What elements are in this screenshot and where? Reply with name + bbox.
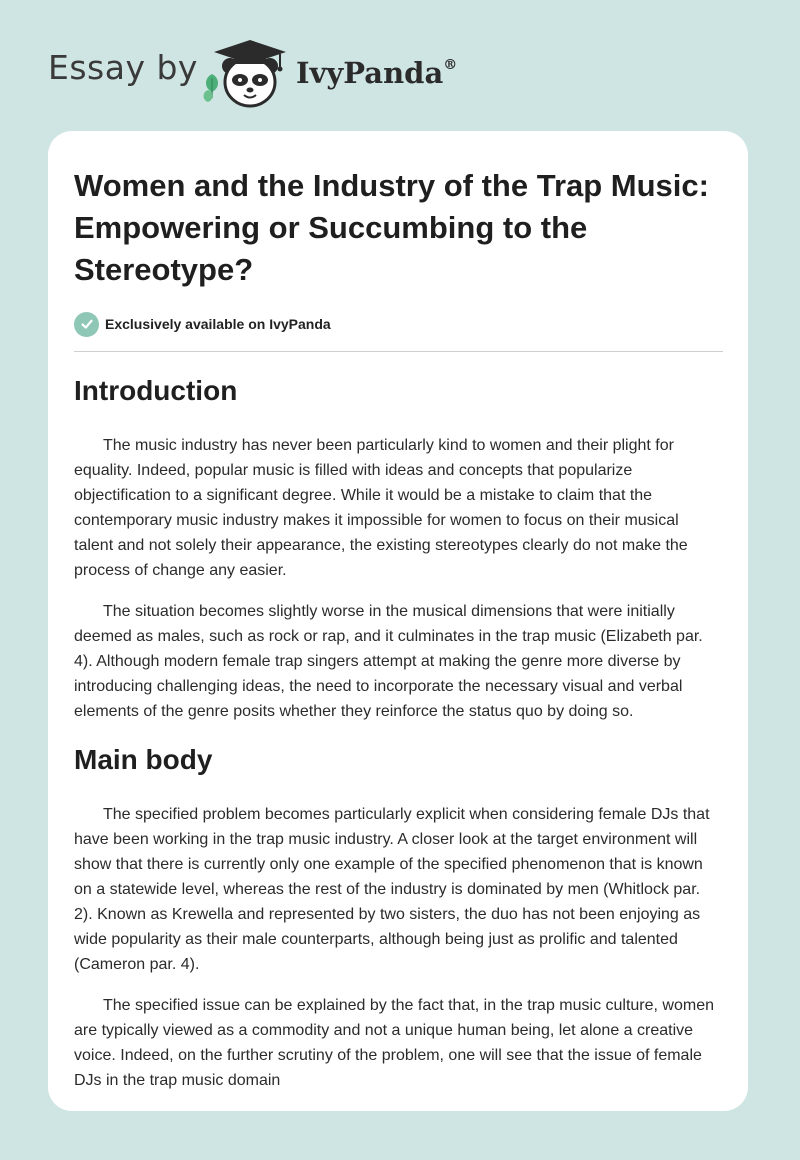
site-header (0, 0, 800, 130)
panda-graduate-icon (200, 34, 300, 110)
essay-card (48, 131, 748, 1111)
paragraph: The situation becomes slightly worse in the musical dimensions that were initially deemed as males, such as rock or rap, and it culminates in the trap music (Elizabeth par. 4). Although modern female trap singers attempt at making the genre more diverse by introducing challenging ideas, the need to incorporate the necessary visual and verbal elements of the genre posits whether they reinforce the status quo by doing so. (74, 603, 703, 720)
paragraph: The specified issue can be explained by the fact that, in the trap music culture, women are typically viewed as a commodity and not a unique human being, let alone a creative voice. Indeed, on the further scrutiny of the problem, one will see that the issue of female DJs in the trap music domain (74, 997, 714, 1089)
essay-by-label: Essay by (48, 48, 198, 87)
exclusive-badge-text: Exclusively available on IvyPanda (105, 316, 331, 332)
section-heading-main-body: Main body (74, 744, 213, 775)
check-icon (74, 312, 99, 337)
ivypanda-logo[interactable] (200, 34, 300, 110)
registered-mark: ® (443, 57, 458, 73)
brand-text: IvyPanda (296, 56, 444, 90)
essay-title: Women and the Industry of the Trap Music: Empowering or Succumbing to the Stereotype? (74, 168, 709, 287)
paragraph: The music industry has never been particularly kind to women and their plight for equality. Indeed, popular music is filled with ideas and concepts that popularize objectification to a significant degree. While it would be a mistake to claim that the contemporary music industry makes it impossible for women to focus on their musical talent and not solely their appearance, the existing stereotypes clearly do not make the process of change any easier. (74, 437, 688, 579)
exclusive-badge (74, 311, 722, 337)
paragraph: The specified problem becomes particularly explicit when considering female DJs that have been working in the trap music industry. A closer look at the target environment will show that there is currently only one example of the specified phenomenon that is known on a statewide level, whereas the rest of the industry is dominated by men (Whitlock par. 2). Known as Krewella and represented by two sisters, the duo has not been enjoying as wide popularity as their male counterparts, although being just as prolific and talented (Cameron par. 4). (74, 806, 710, 973)
section-heading-introduction: Introduction (74, 375, 238, 406)
title-divider (74, 351, 723, 352)
brand-name[interactable] (296, 56, 457, 90)
